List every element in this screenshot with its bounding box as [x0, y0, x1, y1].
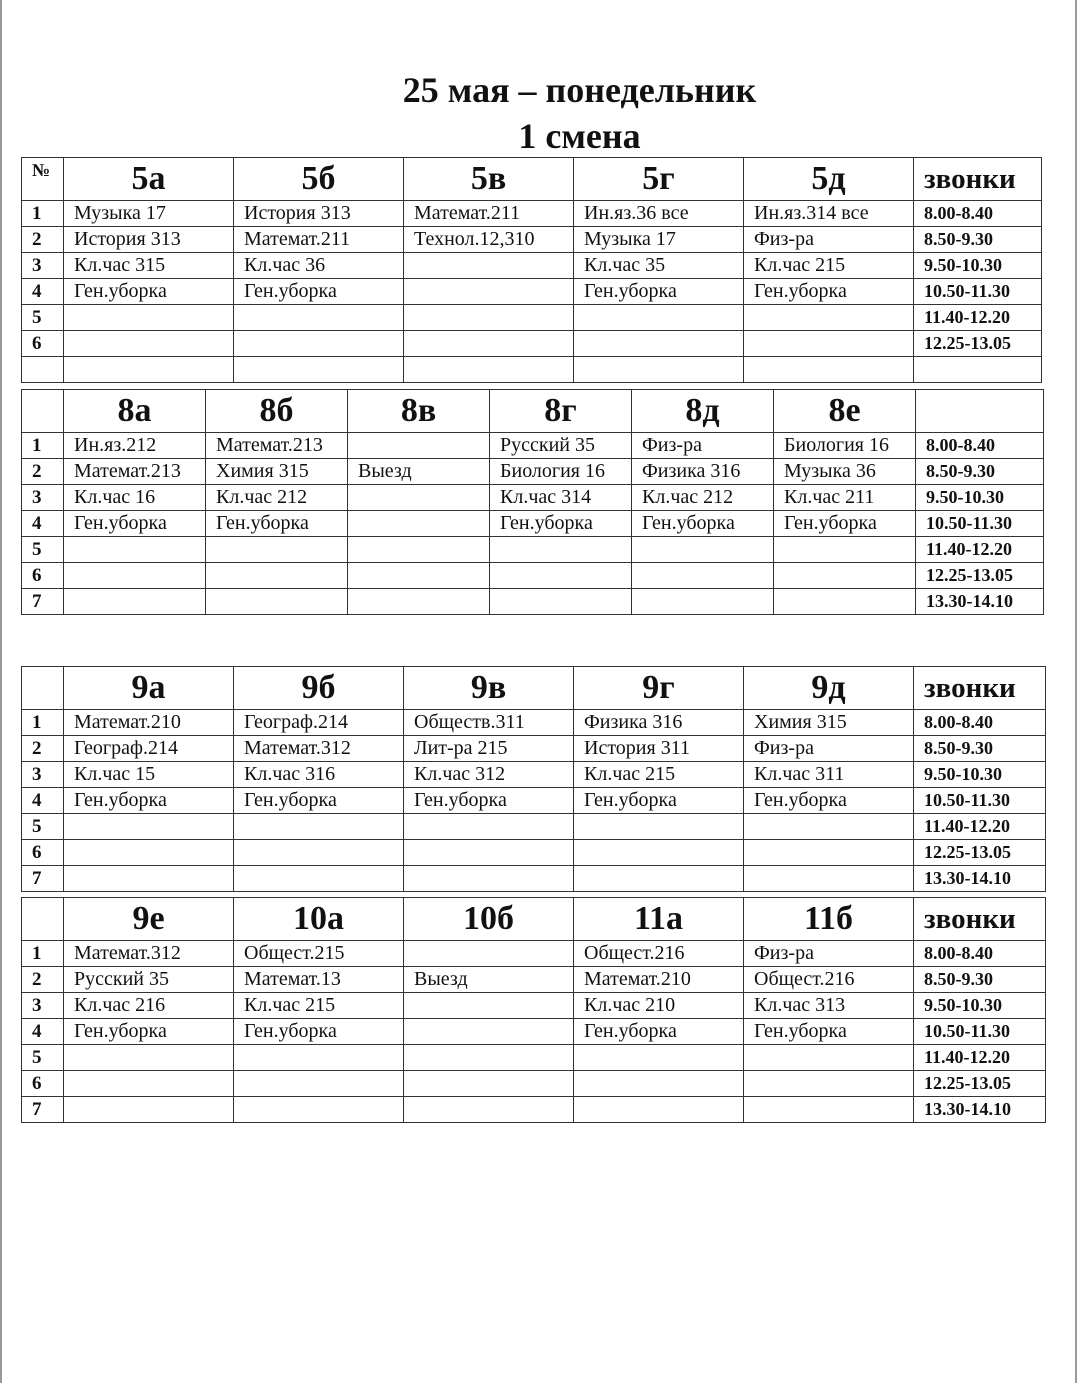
lesson-cell	[632, 537, 774, 563]
empty-row	[22, 357, 1042, 383]
num-header	[22, 898, 64, 941]
num-header: №	[22, 158, 64, 201]
lesson-cell: Биология 16	[774, 433, 916, 459]
lesson-cell: Ин.яз.314 все	[744, 201, 914, 227]
lesson-cell: Кл.час 216	[64, 993, 234, 1019]
lesson-cell: История 311	[574, 736, 744, 762]
lesson-cell	[64, 1071, 234, 1097]
header-row	[22, 667, 1046, 710]
lesson-cell	[206, 589, 348, 615]
lesson-number: 4	[22, 279, 64, 305]
table-row	[22, 459, 1044, 485]
lesson-cell: Общест.216	[744, 967, 914, 993]
lesson-cell: Ген.уборка	[744, 1019, 914, 1045]
lesson-cell: Ин.яз.212	[64, 433, 206, 459]
class-header: 8а	[64, 390, 206, 433]
table-row	[22, 762, 1046, 788]
bell-time: 8.50-9.30	[916, 459, 1044, 485]
lesson-number: 3	[22, 762, 64, 788]
shift-title: 1 смена	[518, 116, 641, 156]
lesson-number: 4	[22, 511, 64, 537]
class-header: 9г	[574, 667, 744, 710]
lesson-cell: Ген.уборка	[574, 788, 744, 814]
bell-time: 8.00-8.40	[914, 201, 1042, 227]
lesson-cell: Кл.час 315	[64, 253, 234, 279]
lesson-cell: Физика 316	[574, 710, 744, 736]
class-header: 5в	[404, 158, 574, 201]
lesson-cell: Русский 35	[64, 967, 234, 993]
bell-time: 9.50-10.30	[914, 762, 1046, 788]
header-row	[22, 898, 1046, 941]
table-row	[22, 1071, 1046, 1097]
bell-time: 10.50-11.30	[914, 788, 1046, 814]
lesson-cell: Химия 315	[206, 459, 348, 485]
lesson-cell	[64, 589, 206, 615]
class-header: 10б	[404, 898, 574, 941]
schedule-table-9	[21, 666, 1046, 892]
lesson-number: 2	[22, 736, 64, 762]
lesson-cell: Математ.312	[64, 941, 234, 967]
lesson-cell: Ген.уборка	[234, 279, 404, 305]
table-row	[22, 433, 1044, 459]
lesson-cell	[64, 1045, 234, 1071]
lesson-cell	[404, 866, 574, 892]
lesson-cell	[574, 814, 744, 840]
lesson-cell	[574, 1097, 744, 1123]
lesson-cell: Математ.210	[574, 967, 744, 993]
lesson-cell: Кл.час 314	[490, 485, 632, 511]
lesson-number: 6	[22, 840, 64, 866]
lesson-cell	[774, 563, 916, 589]
num-header	[22, 390, 64, 433]
class-header: 10а	[234, 898, 404, 941]
lesson-cell: Ген.уборка	[64, 511, 206, 537]
lesson-cell	[64, 563, 206, 589]
lesson-cell	[404, 993, 574, 1019]
lesson-cell	[348, 537, 490, 563]
lesson-cell: Ген.уборка	[64, 788, 234, 814]
bell-time: 10.50-11.30	[914, 1019, 1046, 1045]
class-header: 8д	[632, 390, 774, 433]
num-header	[22, 667, 64, 710]
class-header: 9а	[64, 667, 234, 710]
bell-time: 10.50-11.30	[914, 279, 1042, 305]
table-row	[22, 279, 1042, 305]
lesson-number: 7	[22, 866, 64, 892]
lesson-cell	[348, 433, 490, 459]
lesson-cell	[404, 1045, 574, 1071]
empty-cell	[914, 357, 1042, 383]
table-row	[22, 993, 1046, 1019]
lesson-cell: Кл.час 210	[574, 993, 744, 1019]
lesson-cell: История 313	[64, 227, 234, 253]
lesson-cell: Кл.час 215	[744, 253, 914, 279]
schedule-table-5	[21, 157, 1042, 383]
lesson-cell: Кл.час 311	[744, 762, 914, 788]
lesson-cell: Ген.уборка	[490, 511, 632, 537]
table-row	[22, 788, 1046, 814]
lesson-cell: Ген.уборка	[632, 511, 774, 537]
lesson-cell: Технол.12,310	[404, 227, 574, 253]
lesson-cell	[574, 331, 744, 357]
lesson-number: 1	[22, 201, 64, 227]
lesson-cell: Ген.уборка	[234, 1019, 404, 1045]
lesson-cell	[574, 840, 744, 866]
lesson-number: 3	[22, 993, 64, 1019]
lesson-cell: Географ.214	[64, 736, 234, 762]
lesson-cell	[404, 1071, 574, 1097]
lesson-cell: Кл.час 212	[632, 485, 774, 511]
lesson-cell: Ген.уборка	[404, 788, 574, 814]
table-row	[22, 201, 1042, 227]
table-row	[22, 1097, 1046, 1123]
lesson-number: 1	[22, 710, 64, 736]
lesson-cell: Кл.час 316	[234, 762, 404, 788]
lesson-cell: Кл.час 212	[206, 485, 348, 511]
lesson-cell: Математ.13	[234, 967, 404, 993]
lesson-cell	[64, 840, 234, 866]
lesson-cell: Математ.312	[234, 736, 404, 762]
table-row	[22, 710, 1046, 736]
class-header: 9д	[744, 667, 914, 710]
lesson-cell: Физ-ра	[744, 227, 914, 253]
bell-time: 12.25-13.05	[914, 331, 1042, 357]
lesson-cell	[574, 1071, 744, 1097]
lesson-cell: Кл.час 215	[574, 762, 744, 788]
lesson-cell	[404, 1019, 574, 1045]
header-row	[22, 158, 1042, 201]
lesson-number: 5	[22, 537, 64, 563]
lesson-cell	[744, 331, 914, 357]
lesson-number: 7	[22, 1097, 64, 1123]
lesson-cell: Музыка 36	[774, 459, 916, 485]
lesson-cell	[744, 840, 914, 866]
lesson-number: 7	[22, 589, 64, 615]
table-row	[22, 941, 1046, 967]
table-row	[22, 485, 1044, 511]
lesson-cell: Географ.214	[234, 710, 404, 736]
lesson-cell	[574, 1045, 744, 1071]
lesson-cell: Ген.уборка	[774, 511, 916, 537]
lesson-cell: Физ-ра	[744, 941, 914, 967]
lesson-cell	[348, 563, 490, 589]
empty-cell	[234, 357, 404, 383]
lesson-cell	[404, 840, 574, 866]
lesson-cell: Ген.уборка	[744, 788, 914, 814]
bell-time: 11.40-12.20	[914, 814, 1046, 840]
lesson-cell: Кл.час 215	[234, 993, 404, 1019]
lesson-cell: Кл.час 313	[744, 993, 914, 1019]
bell-time: 12.25-13.05	[914, 1071, 1046, 1097]
lesson-cell: Музыка 17	[64, 201, 234, 227]
lesson-cell: Химия 315	[744, 710, 914, 736]
table-row	[22, 563, 1044, 589]
lesson-cell: Кл.час 36	[234, 253, 404, 279]
lesson-cell: Кл.час 312	[404, 762, 574, 788]
bell-time: 11.40-12.20	[914, 1045, 1046, 1071]
table-row	[22, 511, 1044, 537]
empty-cell	[404, 357, 574, 383]
bells-header	[916, 390, 1044, 433]
table-row	[22, 305, 1042, 331]
table-row	[22, 866, 1046, 892]
table-row	[22, 967, 1046, 993]
lesson-cell	[744, 1071, 914, 1097]
bells-header: звонки	[914, 158, 1042, 201]
lesson-cell	[234, 814, 404, 840]
lesson-number: 1	[22, 433, 64, 459]
lesson-number: 3	[22, 253, 64, 279]
bell-time: 9.50-10.30	[914, 993, 1046, 1019]
bell-time: 8.50-9.30	[914, 227, 1042, 253]
lesson-cell	[206, 563, 348, 589]
lesson-cell	[348, 485, 490, 511]
lesson-cell: Лит-ра 215	[404, 736, 574, 762]
class-header: 5г	[574, 158, 744, 201]
lesson-cell	[234, 305, 404, 331]
lesson-cell	[744, 866, 914, 892]
lesson-cell	[64, 305, 234, 331]
lesson-cell: Общест.215	[234, 941, 404, 967]
lesson-cell: Общест.216	[574, 941, 744, 967]
lesson-number: 4	[22, 1019, 64, 1045]
lesson-cell	[404, 1097, 574, 1123]
table-row	[22, 331, 1042, 357]
lesson-number: 5	[22, 1045, 64, 1071]
lesson-number: 6	[22, 331, 64, 357]
bells-header: звонки	[914, 667, 1046, 710]
lesson-cell	[490, 589, 632, 615]
lesson-cell: Музыка 17	[574, 227, 744, 253]
class-header: 8б	[206, 390, 348, 433]
bell-time: 13.30-14.10	[914, 866, 1046, 892]
class-header: 8в	[348, 390, 490, 433]
lesson-cell: Математ.213	[206, 433, 348, 459]
lesson-cell	[404, 941, 574, 967]
bell-time: 13.30-14.10	[914, 1097, 1046, 1123]
bell-time: 8.50-9.30	[914, 967, 1046, 993]
lesson-cell	[64, 866, 234, 892]
lesson-cell: Выезд	[404, 967, 574, 993]
lesson-cell	[404, 279, 574, 305]
lesson-cell: Ген.уборка	[574, 279, 744, 305]
lesson-cell	[632, 563, 774, 589]
lesson-cell	[234, 1045, 404, 1071]
lesson-cell	[348, 511, 490, 537]
lesson-cell	[404, 305, 574, 331]
class-header: 11б	[744, 898, 914, 941]
lesson-cell: Кл.час 16	[64, 485, 206, 511]
lesson-cell: Биология 16	[490, 459, 632, 485]
lesson-number: 1	[22, 941, 64, 967]
class-header: 8е	[774, 390, 916, 433]
lesson-cell	[574, 305, 744, 331]
lesson-cell	[632, 589, 774, 615]
lesson-cell	[64, 331, 234, 357]
bell-time: 8.50-9.30	[914, 736, 1046, 762]
lesson-cell	[744, 814, 914, 840]
lesson-number: 5	[22, 814, 64, 840]
lesson-cell: Математ.211	[404, 201, 574, 227]
class-header: 9б	[234, 667, 404, 710]
lesson-cell: Обществ.311	[404, 710, 574, 736]
bell-time: 9.50-10.30	[916, 485, 1044, 511]
table-row	[22, 814, 1046, 840]
lesson-cell: Кл.час 15	[64, 762, 234, 788]
bell-time: 9.50-10.30	[914, 253, 1042, 279]
lesson-cell: Ген.уборка	[744, 279, 914, 305]
class-header: 8г	[490, 390, 632, 433]
lesson-number: 6	[22, 563, 64, 589]
table-row	[22, 537, 1044, 563]
table-row	[22, 227, 1042, 253]
table-row	[22, 1045, 1046, 1071]
schedule-table-8	[21, 389, 1044, 615]
lesson-cell	[744, 1097, 914, 1123]
lesson-cell: Ген.уборка	[64, 279, 234, 305]
table-row	[22, 840, 1046, 866]
table-row	[22, 736, 1046, 762]
bell-time: 11.40-12.20	[916, 537, 1044, 563]
lesson-cell: Математ.210	[64, 710, 234, 736]
bell-time: 11.40-12.20	[914, 305, 1042, 331]
class-header: 11а	[574, 898, 744, 941]
lesson-cell	[774, 537, 916, 563]
bell-time: 10.50-11.30	[916, 511, 1044, 537]
lesson-cell: История 313	[234, 201, 404, 227]
lesson-number: 6	[22, 1071, 64, 1097]
lesson-cell: Ген.уборка	[64, 1019, 234, 1045]
page-title: 25 мая – понедельник	[402, 70, 757, 110]
empty-cell	[574, 357, 744, 383]
lesson-cell	[234, 331, 404, 357]
lesson-cell: Русский 35	[490, 433, 632, 459]
lesson-cell: Математ.211	[234, 227, 404, 253]
lesson-cell	[348, 589, 490, 615]
lesson-cell	[64, 1097, 234, 1123]
bell-time: 8.00-8.40	[916, 433, 1044, 459]
class-header: 9в	[404, 667, 574, 710]
table-row	[22, 589, 1044, 615]
lesson-cell	[234, 840, 404, 866]
bells-header: звонки	[914, 898, 1046, 941]
table-row	[22, 1019, 1046, 1045]
lesson-number: 4	[22, 788, 64, 814]
bell-time: 8.00-8.40	[914, 710, 1046, 736]
lesson-cell	[234, 1071, 404, 1097]
lesson-cell: Кл.час 211	[774, 485, 916, 511]
lesson-cell: Выезд	[348, 459, 490, 485]
lesson-cell	[744, 1045, 914, 1071]
bell-time: 8.00-8.40	[914, 941, 1046, 967]
lesson-cell	[404, 814, 574, 840]
lesson-number: 2	[22, 967, 64, 993]
lesson-cell	[774, 589, 916, 615]
lesson-cell: Ген.уборка	[206, 511, 348, 537]
lesson-cell	[64, 814, 234, 840]
bell-time: 13.30-14.10	[916, 589, 1044, 615]
schedule-table-10-11	[21, 897, 1046, 1123]
empty-cell	[22, 357, 64, 383]
lesson-number: 2	[22, 227, 64, 253]
class-header: 5а	[64, 158, 234, 201]
lesson-cell	[404, 253, 574, 279]
lesson-cell: Ген.уборка	[574, 1019, 744, 1045]
lesson-cell	[574, 866, 744, 892]
lesson-number: 3	[22, 485, 64, 511]
lesson-cell: Ин.яз.36 все	[574, 201, 744, 227]
lesson-cell: Физика 316	[632, 459, 774, 485]
lesson-cell	[744, 305, 914, 331]
bell-time: 12.25-13.05	[914, 840, 1046, 866]
class-header: 9е	[64, 898, 234, 941]
lesson-cell: Кл.час 35	[574, 253, 744, 279]
bell-time: 12.25-13.05	[916, 563, 1044, 589]
empty-cell	[744, 357, 914, 383]
class-header: 5д	[744, 158, 914, 201]
lesson-cell	[64, 537, 206, 563]
lesson-cell	[234, 866, 404, 892]
lesson-number: 2	[22, 459, 64, 485]
class-header: 5б	[234, 158, 404, 201]
lesson-cell	[206, 537, 348, 563]
lesson-cell	[234, 1097, 404, 1123]
table-row	[22, 253, 1042, 279]
empty-cell	[64, 357, 234, 383]
lesson-cell: Математ.213	[64, 459, 206, 485]
lesson-cell: Физ-ра	[744, 736, 914, 762]
lesson-cell: Ген.уборка	[234, 788, 404, 814]
lesson-cell	[490, 563, 632, 589]
header-row	[22, 390, 1044, 433]
lesson-cell	[490, 537, 632, 563]
lesson-cell	[404, 331, 574, 357]
lesson-number: 5	[22, 305, 64, 331]
lesson-cell: Физ-ра	[632, 433, 774, 459]
